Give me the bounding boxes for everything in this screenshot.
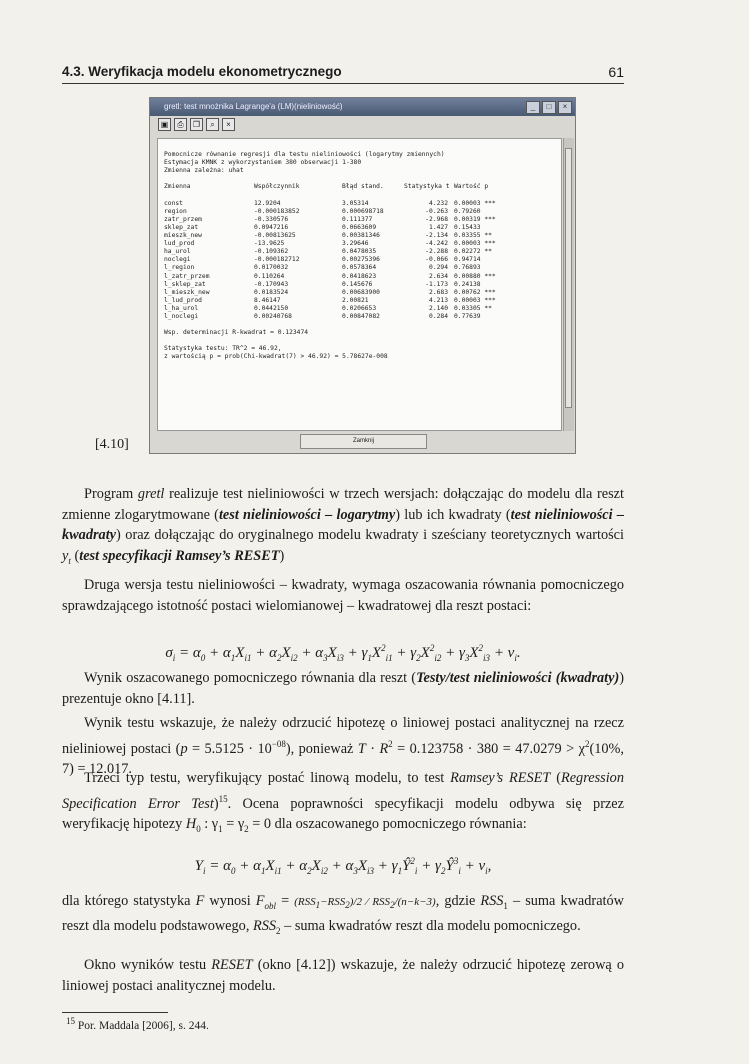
close-window-icon: × [558,101,572,114]
table-cell: 2.00821 [342,296,369,304]
table-cell: 0.00847082 [342,312,380,320]
print-icon: ⎙ [174,118,187,131]
page-number: 61 [608,64,624,80]
table-cell: sklep_zat [164,223,199,231]
table-cell: 0.000698718 [342,207,384,215]
table-cell: -4.242 [425,240,448,248]
table-cell: -2.288 [425,248,448,256]
table-row [164,273,555,281]
table-cell: 12.9204 [254,199,281,207]
paragraph-7: Okno wyników testu RESET (okno [4.12]) wskazuje, że należy odrzucić hipotezę zerową o liniowej postaci analitycznej modelu. [62,957,624,994]
table-cell: 0.0663609 [342,223,377,231]
table-cell: 3.05314 [342,199,369,207]
equation-2: $Y_i = \alpha_0 + \alpha_1X_{i1} + \alpha_2X_{i2} + \alpha_3X_{i3}$ + $\gamma_1Ŷ^2_i$ + $\gamma_2Ŷ^3_i + v_i$, [194,856,492,876]
table-cell: -1.173 [425,280,448,288]
table-cell: -0.066 [425,256,448,264]
paragraph-6: dla którego statystyka F wynosi $F_{obl} = (RSS_1-RSS_2)/2$ ⁄ $RSS_2/(n-k-3)$, gdzie $RSS_1$ – suma kwadratów reszt dla modelu podstawowego, $RSS_2$ – suma kwadratów reszt dla modelu pomocniczego. [62,893,624,937]
header-rule [62,83,624,84]
table-cell: 0.0418623 [342,272,377,280]
table-cell: 0.77639 [454,312,481,320]
table-cell: 0.0183524 [254,288,289,296]
table-cell: 0.24138 [454,280,481,288]
table-cell: l_lud_prod [164,296,202,304]
window-titlebar [150,98,575,116]
gretl-window-screenshot [149,97,576,454]
table-cell: l_noclegi [164,312,199,320]
table-cell: l_sklep_zat [164,280,206,288]
table-cell: ha_urol [164,248,191,256]
table-cell: 3.29646 [342,240,369,248]
table-cell: 0.294 [429,264,448,272]
table-cell: 0.284 [429,312,448,320]
table-cell: 0.0578364 [342,264,377,272]
table-cell: 0.76893 [454,264,481,272]
table-cell: 0.00003 *** [454,296,496,304]
table-cell: 0.00381346 [342,232,380,240]
table-cell: 0.110264 [254,272,285,280]
table-cell: noclegi [164,256,191,264]
table-row [164,248,555,256]
table-row [164,216,555,224]
table-cell: 4.213 [429,296,448,304]
table-cell: 0.0206653 [342,304,377,312]
footnote-rule [62,1012,168,1013]
table-row [164,208,555,216]
table-cell: -0.170943 [254,280,289,288]
paragraph-2: Druga wersja testu nieliniowości – kwadraty, wymaga oszacowania równania pomocniczego sprawdzającego istotność postaci wielomianowej – kwadratowej dla reszt postaci: [62,577,624,614]
table-cell: 0.03355 ** [454,232,492,240]
table-row [164,297,555,305]
table-cell: l_ha_urol [164,304,199,312]
search-icon: ⌕ [206,118,219,131]
paragraph-1: Program gretl realizuje test nieliniowości w trzech wersjach: dołączając do modelu dla reszt zmienne zlogarytmowane (test nieliniowości – logarytmy) lub ich kwadraty (test nieliniowości – kwadraty) oraz dołączając do oryginalnego modelu kwadraty i sześciany teoretycznych wartości $y_t$ (test specyfikacji Ramsey’s RESET) [62,486,624,566]
table-cell: 0.0170032 [254,264,289,272]
table-cell: 2.634 [429,272,448,280]
table-cell: l_mieszk_new [164,288,210,296]
table-cell: mieszk_new [164,232,202,240]
table-header: Zmienna Współczynnik Błąd stand. Statystyka t Wartość p [164,183,489,191]
table-cell: 2.683 [429,288,448,296]
table-row [164,240,555,248]
table-cell: 0.02272 ** [454,248,492,256]
table-cell: 0.00003 *** [454,199,496,207]
r2-line: Wsp. determinacji R-kwadrat = 0.123474 [164,329,309,337]
close-button: Zamknij [300,434,427,449]
table-cell: 0.03305 ** [454,304,492,312]
table-cell: 2.140 [429,304,448,312]
table-cell: 0.00880 *** [454,272,496,280]
stat-line: z wartością p = prob(Chi-kwadrat(7) > 46.92) = 5.78627e-008 [164,353,388,361]
output-text [157,138,562,431]
section-title: 4.3. Weryfikacja modelu ekonometrycznego [62,64,342,79]
minimize-icon: _ [526,101,540,114]
table-row [164,289,555,297]
table-cell: 0.15433 [454,223,481,231]
table-cell: 0.00275396 [342,256,380,264]
table-cell: -0.00813625 [254,232,296,240]
scrollbar [563,138,574,431]
running-header [62,62,624,84]
table-row [164,305,555,313]
table-cell: -0.000183852 [254,207,300,215]
footnote-number: 15 [66,1016,75,1026]
copy-icon: ❐ [190,118,203,131]
close-icon: × [222,118,235,131]
table-cell: 8.46147 [254,296,281,304]
table-row [164,281,555,289]
stat-line: Statystyka testu: TR^2 = 46.92, [164,345,282,353]
table-row [164,224,555,232]
table-cell: l_region [164,264,195,272]
table-cell: zatr_przem [164,215,202,223]
output-line: Estymacja KMNK z wykorzystaniem 380 obserwacji 1-380 [164,159,362,167]
table-cell: 0.00683900 [342,288,380,296]
table-cell: 0.00319 *** [454,215,496,223]
table-cell: -0.263 [425,207,448,215]
table-cell: 0.94714 [454,256,481,264]
table-row [164,256,555,264]
table-cell: l_zatr_przem [164,272,210,280]
table-row [164,313,555,321]
figure-label: [4.10] [95,437,129,452]
table-cell: -0.109362 [254,248,289,256]
table-cell: lud_prod [164,240,195,248]
table-cell: 0.145676 [342,280,373,288]
output-line: Pomocnicze równanie regresji dla testu nieliniowości (logarytmy zmiennych) [164,151,445,159]
table-row [164,200,555,208]
table-cell: 0.79260 [454,207,481,215]
table-row [164,264,555,272]
table-cell: -0.000182712 [254,256,300,264]
table-cell: 0.00003 *** [454,240,496,248]
table-cell: 0.0947216 [254,223,289,231]
table-cell: const [164,199,183,207]
table-cell: -0.330576 [254,215,289,223]
window-title: gretl: test mnożnika Lagrange'a (LM)(nieliniowość) [164,102,343,111]
toolbar [150,116,575,136]
table-cell: 0.0442150 [254,304,289,312]
maximize-icon: □ [542,101,556,114]
table-cell: -2.968 [425,215,448,223]
footnote [66,1016,209,1032]
table-cell: 0.00762 *** [454,288,496,296]
output-line: Zmienna zależna: uhat [164,167,244,175]
table-cell: 0.00240768 [254,312,292,320]
table-cell: 0.0478035 [342,248,377,256]
table-cell: 0.111377 [342,215,373,223]
table-cell: region [164,207,187,215]
footnote-text: Por. Maddala [2006], s. 244. [77,1019,209,1032]
paragraph-5: Trzeci typ testu, weryfikujący postać linową modelu, to test Ramsey’s RESET (Regression Specification Error Test)$^{15}$. Ocena poprawności specyfikacji modelu odbywa się przez weryfikację hipotezy $H_0$ : $\gamma_1 = \gamma_2 = 0$ dla oszacowanego pomocniczego równania: [62,770,624,834]
paragraph-3: Wynik oszacowanego pomocniczego równania dla reszt (Testy/test nieliniowości (kwadraty)) prezentuje okno [4.11]. [62,670,624,707]
paragraph-4: Wynik testu wskazuje, że należy odrzucić hipotezę o liniowej postaci analitycznej na rzecz nieliniowej postaci $(p = 5.5125 \cdot 10^{-08})$, ponieważ $T \cdot R^2 = 0.123758 \cdot 380 = 47.0279 > \chi^2(10\%$, 7) = 12.017. [62,715,624,777]
table-row [164,232,555,240]
table-cell: -2.134 [425,232,448,240]
table-cell: -13.9625 [254,240,285,248]
save-icon: ▣ [158,118,171,131]
equation-1: $\sigma_i = \alpha_0 + \alpha_1X_{i1} + \alpha_2X_{i2} + \alpha_3X_{i3} + \gamma_1X^2_{i1} + \gamma_2X^2_{i2} + \gamma_3X^2_{i3} + v_i$. [165,643,521,663]
table-cell: 4.232 [429,199,448,207]
table-cell: 1.427 [429,223,448,231]
